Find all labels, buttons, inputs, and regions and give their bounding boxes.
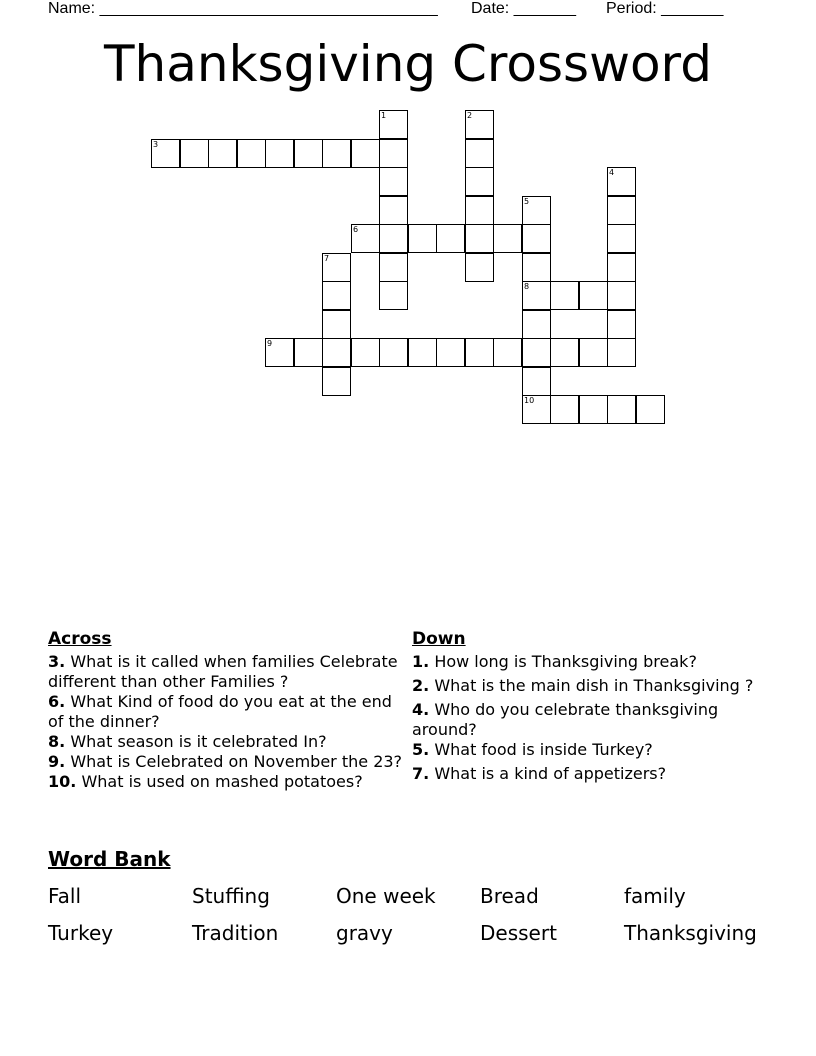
crossword-cell[interactable] [436,224,465,253]
crossword-cell[interactable] [294,338,323,367]
crossword-cell[interactable] [522,395,551,424]
crossword-cell[interactable] [379,139,408,168]
word-bank-item: Stuffing [192,884,270,908]
cell-number: 2 [467,111,473,120]
cell-number: 8 [524,282,530,291]
down-clues [412,629,772,784]
crossword-cell[interactable] [379,281,408,310]
down-heading: Down [412,629,466,649]
crossword-cell[interactable] [550,338,579,367]
crossword-cell[interactable] [465,253,494,282]
crossword-cell[interactable] [465,338,494,367]
word-bank-item: gravy [336,921,393,945]
crossword-cell[interactable] [436,338,465,367]
across-clues [48,629,410,792]
crossword-cell[interactable] [550,395,579,424]
crossword-cell[interactable] [579,338,608,367]
crossword-cell[interactable] [294,139,323,168]
crossword-cell[interactable] [607,310,636,339]
crossword-cell[interactable] [379,338,408,367]
crossword-cell[interactable] [408,338,437,367]
crossword-cell[interactable] [607,253,636,282]
word-bank-heading: Word Bank [48,847,171,871]
clue-down-5: 5. What food is inside Turkey? [412,740,653,759]
crossword-cell[interactable] [351,338,380,367]
word-bank-item: Turkey [48,921,114,945]
crossword-cell[interactable] [237,139,266,168]
crossword-cell[interactable] [607,338,636,367]
word-bank-item: family [624,884,686,908]
crossword-cell[interactable] [607,167,636,196]
crossword-cell[interactable] [322,367,351,396]
crossword-cell[interactable] [522,224,551,253]
word-bank-item: Fall [48,884,82,908]
word-bank-item: Tradition [192,921,279,945]
clue-down-2: 2. What is the main dish in Thanksgiving ? [412,676,754,695]
cell-number: 6 [353,225,359,234]
cell-number: 1 [381,111,387,120]
crossword-cell[interactable] [408,224,437,253]
crossword-cell[interactable] [322,139,351,168]
clue-down-4: 4. Who do you celebrate thanksgiving around? [412,700,719,739]
crossword-cell[interactable] [607,224,636,253]
crossword-cell[interactable] [522,338,551,367]
crossword-cell[interactable] [265,139,294,168]
crossword-cell[interactable] [465,139,494,168]
crossword-cell[interactable] [379,253,408,282]
page-title: Thanksgiving Crossword [104,35,712,93]
across-heading: Across [48,629,112,649]
crossword-grid [0,0,816,440]
crossword-cell[interactable] [151,139,180,168]
crossword-cell[interactable] [351,224,380,253]
crossword-cell[interactable] [579,395,608,424]
cell-number: 9 [267,339,273,348]
crossword-cell[interactable] [607,196,636,225]
date-field[interactable]: Date: _______ [471,0,576,17]
word-bank-item: Dessert [480,921,557,945]
crossword-cell[interactable] [322,253,351,282]
crossword-cell[interactable] [607,395,636,424]
crossword-cell[interactable] [550,281,579,310]
clue-down-1: 1. How long is Thanksgiving break? [412,652,697,671]
crossword-cell[interactable] [465,110,494,139]
cell-number: 10 [524,396,535,405]
cell-number: 3 [153,140,159,149]
cell-number: 4 [609,168,615,177]
crossword-cell[interactable] [607,281,636,310]
crossword-cell[interactable] [379,224,408,253]
clue-down-7: 7. What is a kind of appetizers? [412,764,667,783]
crossword-cell[interactable] [322,281,351,310]
clue-across-3: 3. What is it called when families Celebrate different than other Families ? [48,652,398,691]
word-bank-item: Bread [480,884,539,908]
crossword-cell[interactable] [522,281,551,310]
crossword-cell[interactable] [493,224,522,253]
cell-number: 5 [524,197,530,206]
crossword-cell[interactable] [522,310,551,339]
crossword-cell[interactable] [351,139,380,168]
crossword-cell[interactable] [379,167,408,196]
crossword-cell[interactable] [522,196,551,225]
crossword-cell[interactable] [180,139,209,168]
crossword-cell[interactable] [322,338,351,367]
word-bank-item: Thanksgiving [624,921,757,945]
clue-across-10: 10. What is used on mashed potatoes? [48,772,363,791]
clue-across-6: 6. What Kind of food do you eat at the end of the dinner? [48,692,392,731]
period-field[interactable]: Period: _______ [606,0,724,17]
crossword-cell[interactable] [322,310,351,339]
crossword-cell[interactable] [379,110,408,139]
crossword-cell[interactable] [465,224,494,253]
word-bank-item: One week [336,884,436,908]
crossword-cell[interactable] [493,338,522,367]
crossword-cell[interactable] [208,139,237,168]
crossword-cell[interactable] [522,367,551,396]
clue-across-8: 8. What season is it celebrated In? [48,732,327,751]
crossword-cell[interactable] [465,196,494,225]
crossword-cell[interactable] [522,253,551,282]
name-field[interactable]: Name: ______________________________________ [48,0,438,17]
crossword-cell[interactable] [379,196,408,225]
crossword-cell[interactable] [579,281,608,310]
crossword-cell[interactable] [465,167,494,196]
clue-across-9: 9. What is Celebrated on November the 23? [48,752,403,771]
crossword-cell[interactable] [265,338,294,367]
crossword-cell[interactable] [636,395,665,424]
cell-number: 7 [324,254,330,263]
